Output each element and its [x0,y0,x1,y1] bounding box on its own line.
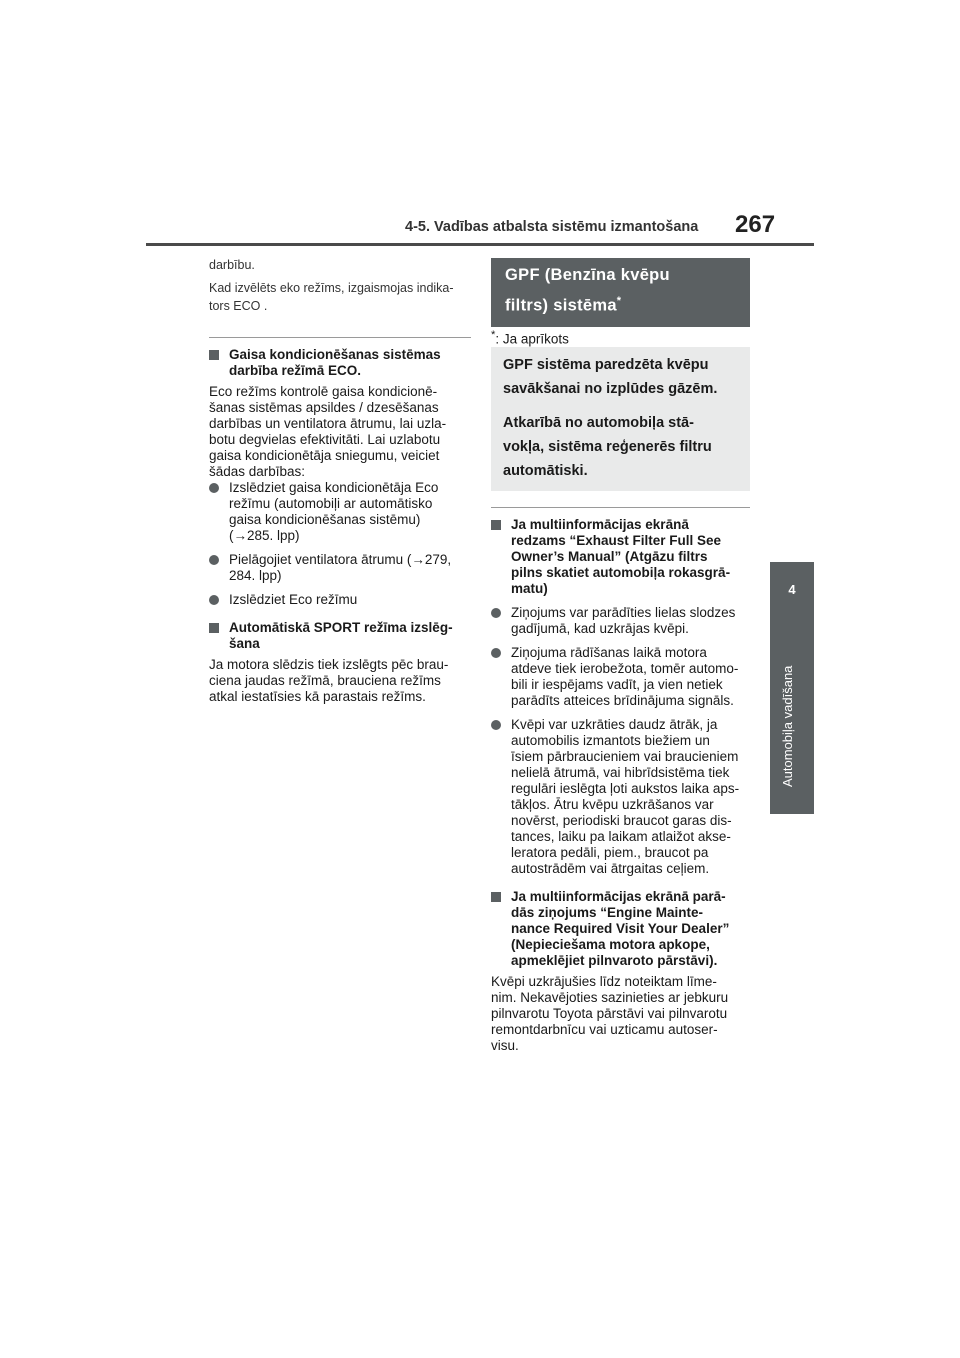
heading-line: dās ziņojums “Engine Mainte- [511,905,704,920]
text-line: Eco režīms kontrolē gaisa kondicionē- [209,384,438,399]
text-line: gaisa kondicionētāja sniegumu, veiciet [209,448,440,463]
text-line: bili ir iespējams vadīt, ja vien netiek [511,677,723,692]
text-line: GPF sistēma paredzēta kvēpu [503,357,709,373]
text-line: Kvēpi var uzkrāties daudz ātrāk, ja [511,717,718,732]
text-line: gaisa kondicionēšanas sistēmu) [229,512,421,527]
asterisk: * [616,295,622,307]
text-line: regulāri ieslēgta ļoti aukstos laika aps- [511,781,740,796]
text-line: Izslēdziet gaisa kondicionētāja Eco [229,480,439,495]
page-reference-link[interactable]: (→285. lpp) [229,528,300,543]
round-bullet-icon [491,720,501,730]
bullet-item [491,645,750,709]
text-line: 284. lpp) [229,568,282,583]
bullet-item [209,592,471,608]
footnote [491,327,750,348]
divider [209,337,471,338]
round-bullet-icon [491,608,501,618]
footnote-text: : Ja aprīkots [495,331,569,346]
text-line: Ziņojuma rādīšanas laikā motora [511,645,707,660]
heading-line: darbība režīmā ECO. [229,363,362,378]
heading-line: Automātiskā SPORT režīma izslēg- [229,620,453,635]
text-line: režīmu (automobiļi ar automātisko [229,496,433,511]
intro-text [209,279,471,315]
heading-line: nance Required Visit Your Dealer” [511,921,730,936]
chapter-label: Automobiļa vadīšana [780,665,795,787]
text-line: novērst, periodiski braucot garas dis- [511,813,732,828]
square-bullet-icon [209,350,219,360]
text-line: īsiem pārbraucieniem vai braucieniem [511,749,739,764]
text-line: vokļa, sistēma reģenerēs filtru [503,439,712,455]
intro-line: tors ECO . [209,299,268,313]
text-line: Kvēpi uzkrājušies līdz noteiktam līme- [491,974,717,989]
left-column [209,256,471,705]
square-bullet-icon [491,892,501,902]
text-line: pilnvarotu Toyota pārstāvi vai pilnvarotu [491,1006,728,1021]
heading-line: filtrs) sistēma [505,296,617,315]
heading-line: Ja multiinformācijas ekrānā parā- [511,889,726,904]
text-line: ciena jaudas režīmā, brauciena režīms [209,673,441,688]
box-heading [491,258,750,327]
paragraph [209,657,471,705]
divider [491,507,750,508]
intro-line: Kad izvēlēts eko režīms, izgaismojas indika- [209,281,454,295]
heading-line: (Nepieciešama motora apkope, [511,937,710,952]
text-line: Atkarībā no automobiļa stā- [503,415,694,431]
text-line: parādīts atteices brīdinājuma signāls. [511,693,734,708]
right-column [491,258,750,1054]
round-bullet-icon [209,595,219,605]
text-line: nim. Nekavējoties sazinieties ar jebkuru [491,990,729,1005]
text-line: nelielā ātrumā, vai hibrīdsistēma tiek [511,765,730,780]
text-line: visu. [491,1038,519,1053]
text-line: Izslēdziet Eco režīmu [229,592,358,607]
text-line: gadījumā, kad uzkrājas kvēpi. [511,621,689,636]
text-line: tances, laiku pa laikam atlaižot akse- [511,829,731,844]
bullet-item [491,717,750,877]
round-bullet-icon [209,483,219,493]
intro-text: darbību. [209,258,255,272]
text-line: automobilis izmantots biežiem un [511,733,710,748]
section-title: 4-5. Vadības atbalsta sistēmu izmantošana [405,219,699,235]
bullet-item [209,552,471,584]
heading-line: pilns skatiet automobiļa rokasgrā- [511,565,731,580]
round-bullet-icon [491,648,501,658]
heading-line: Owner’s Manual” (Atgāzu filtrs [511,549,708,564]
page-reference-link[interactable]: Pielāgojiet ventilatora ātrumu (→279, [229,552,452,567]
text-line: autostrādēm vai ātrgaitas ceļiem. [511,861,710,876]
text-line: šādas darbības: [209,464,306,479]
section-heading [209,620,471,652]
text-line: Ja motora slēdzis tiek izslēgts pēc brau- [209,657,449,672]
text-line: botu degvielas efektivitāti. Lai uzlabotu [209,432,441,447]
section-heading [491,517,750,597]
page-number: 267 [735,211,776,238]
text-line: darbības un ventilatora ātrumu, lai uzla- [209,416,447,431]
info-paragraph [503,411,738,483]
text-line: savākšanai no izplūdes gāzēm. [503,381,718,397]
heading-line: apmeklējiet pilnvaroto pārstāvi). [511,953,718,968]
info-paragraph [503,353,738,401]
header-rule [146,243,814,246]
paragraph [491,974,750,1054]
square-bullet-icon [209,623,219,633]
chapter-number: 4 [788,582,796,597]
heading-line: Gaisa kondicionēšanas sistēmas [229,347,441,362]
heading-line: šana [229,636,260,651]
bullet-item [209,480,471,544]
text-line: leratora pedāli, piem., braucot pa [511,845,709,860]
text-line: Ziņojums var parādīties lielas slodzes [511,605,736,620]
heading-line: Ja multiinformācijas ekrānā [511,517,689,532]
heading-line: GPF (Benzīna kvēpu [505,266,670,284]
chapter-tab [770,562,814,814]
text-line: automātiski. [503,463,588,479]
heading-line: redzams “Exhaust Filter Full See [511,533,722,548]
text-line: remontdarbnīcu vai uzticamu autoser- [491,1022,718,1037]
text-line: atdeve tiek ierobežota, tomēr automo- [511,661,739,676]
info-box [491,347,750,491]
text-line: tākļos. Ātru kvēpu uzkrāšanos var [511,797,714,812]
bullet-item [491,605,750,637]
section-heading [209,347,471,379]
paragraph [209,384,471,480]
heading-line: matu) [511,581,548,596]
round-bullet-icon [209,555,219,565]
asterisk: * [491,328,496,341]
square-bullet-icon [491,520,501,530]
section-heading [491,889,750,969]
text-line: šanas sistēmas apsildes / dzesēšanas [209,400,439,415]
text-line: atkal iestatīsies kā parastais režīms. [209,689,426,704]
